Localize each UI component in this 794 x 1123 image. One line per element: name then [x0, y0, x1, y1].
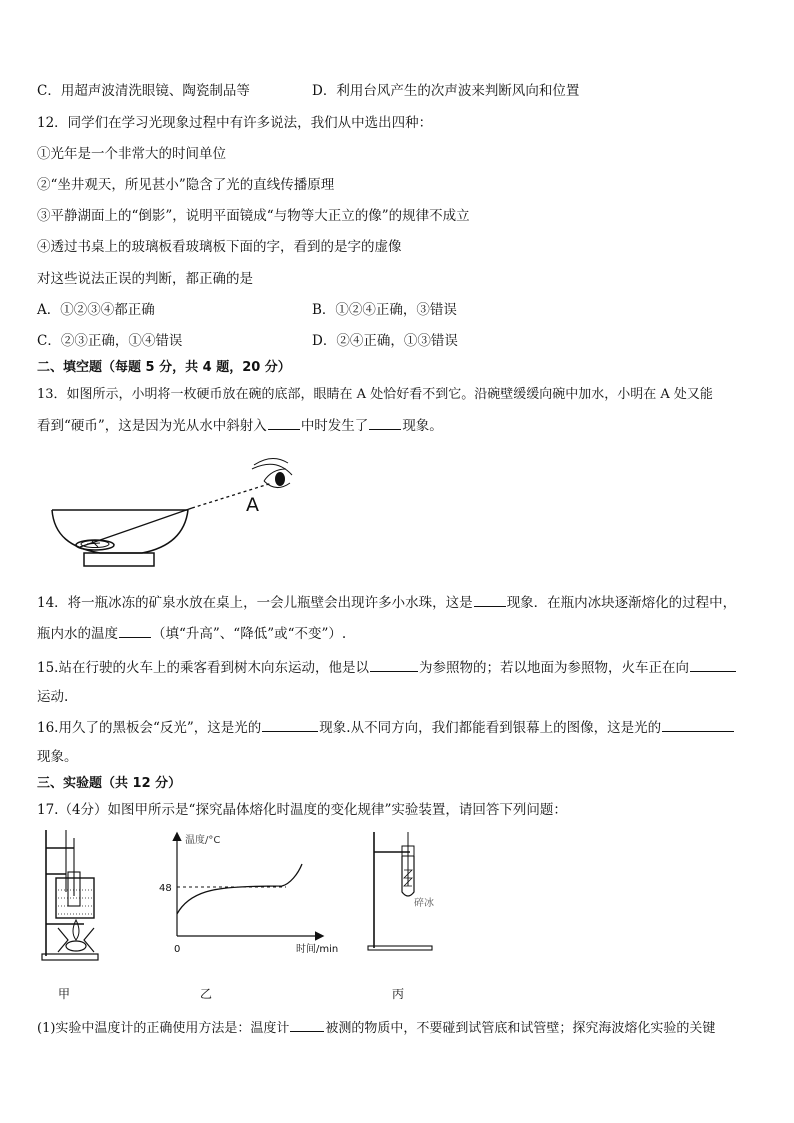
q15-line-1: [37, 658, 737, 677]
graph-y-axis-label: 温度/°C: [185, 835, 221, 846]
q14-text-a: 14．将一瓶冰冻的矿泉水放在桌上，一会儿瓶壁会出现许多小水珠，这是: [37, 595, 473, 611]
q13-line-1: 13．如图所示，小明将一枚硬币放在碗的底部，眼睛在 A 处恰好看不到它。沿碗壁缓缓向碗中加水，小明在 A 处又能: [37, 387, 713, 402]
graph-y-tick-48: 48: [159, 883, 172, 894]
q12-option-d: D．②④正确，①③错误: [312, 333, 458, 349]
q12-statement-2: ②“坐井观天，所见甚小”隐含了光的直线传播原理: [37, 177, 335, 193]
q12-statement-3: ③平静湖面上的“倒影”，说明平面镜成“与物等大正立的像”的规律不成立: [37, 208, 470, 224]
section-2-heading: 二、填空题（每题 5 分，共 4 题，20 分）: [37, 360, 291, 375]
q15-blank-1[interactable]: [370, 658, 418, 672]
figure-yi-label: 乙: [200, 987, 213, 1001]
q17-sub-1: [37, 1018, 715, 1038]
figure-bing-label: 丙: [392, 987, 405, 1001]
figure-yi-temperature-graph: [150, 828, 350, 958]
q11-option-d: D．利用台风产生的次声波来判断风向和位置: [312, 83, 580, 99]
q14-line-2: [37, 624, 346, 643]
q17-blank-1[interactable]: [290, 1018, 324, 1032]
q13-text-c: 现象。: [402, 418, 443, 434]
q15-text-b: 为参照物的；若以地面为参照物，火车正在向: [418, 660, 689, 676]
q16-text-b: 现象.从不同方向，我们都能看到银幕上的图像，这是光的: [319, 720, 662, 736]
q13-line-2: [37, 416, 443, 435]
graph-origin-label: 0: [174, 944, 181, 955]
q14-text-c: 瓶内水的温度: [37, 626, 118, 642]
q14-blank-2[interactable]: [119, 624, 151, 638]
q11-option-c: C．用超声波清洗眼镜、陶瓷制品等: [37, 83, 250, 99]
figure-jia-apparatus: [40, 828, 102, 968]
q15-line-2: 运动.: [37, 689, 69, 705]
q13-blank-1[interactable]: [268, 416, 300, 430]
q12-statement-1: ①光年是一个非常大的时间单位: [37, 146, 226, 162]
eye-position-label: A: [246, 494, 259, 516]
q12-option-a: A．①②③④都正确: [37, 302, 155, 318]
q16-blank-2[interactable]: [662, 718, 734, 732]
q12-ask: 对这些说法正误的判断，都正确的是: [37, 271, 253, 287]
q15-text-a: 15.站在行驶的火车上的乘客看到树木向东运动，他是以: [37, 660, 369, 676]
q13-text-a: 看到“硬币”，这是因为光从水中斜射入: [37, 418, 267, 434]
q13-blank-2[interactable]: [369, 416, 401, 430]
q14-line-1: [37, 593, 736, 612]
figure-bing-test-tube: [362, 828, 442, 958]
q16-line-1: [37, 718, 735, 737]
q14-text-d: （填“升高”、“降低”或“不变”）.: [152, 626, 347, 642]
q17-sub1-text-b: 被测的物质中，不要碰到试管底和试管壁；探究海波熔化实验的关键: [325, 1021, 716, 1036]
graph-x-axis-label: 时间/min: [296, 944, 339, 955]
q16-text-a: 16.用久了的黑板会“反光”，这是光的: [37, 720, 262, 736]
q16-blank-1[interactable]: [262, 718, 318, 732]
q12-option-b: B．①②④正确，③错误: [312, 302, 457, 318]
q16-line-2: 现象。: [37, 749, 78, 765]
q12-stem: 12．同学们在学习光现象过程中有许多说法，我们从中选出四种：: [37, 115, 433, 131]
q12-option-c: C．②③正确，①④错误: [37, 333, 183, 349]
q12-statement-4: ④透过书桌上的玻璃板看玻璃板下面的字，看到的是字的虚像: [37, 239, 402, 255]
section-3-heading: 三、实验题（共 12 分）: [37, 776, 182, 791]
q14-blank-1[interactable]: [474, 593, 506, 607]
crushed-ice-label: 碎冰: [414, 898, 434, 909]
q14-text-b: 现象．在瓶内冰块逐渐熔化的过程中，: [506, 595, 737, 611]
q15-blank-2[interactable]: [690, 658, 736, 672]
q17-sub1-text-a: (1)实验中温度计的正确使用方法是：温度计: [37, 1021, 290, 1036]
bowl-coin-figure: [40, 455, 320, 575]
figure-jia-label: 甲: [58, 987, 71, 1001]
q17-stem: 17.（4分）如图甲所示是“探究晶体熔化时温度的变化规律”实验装置，请回答下列问题：: [37, 802, 567, 818]
q13-text-b: 中时发生了: [300, 418, 369, 434]
